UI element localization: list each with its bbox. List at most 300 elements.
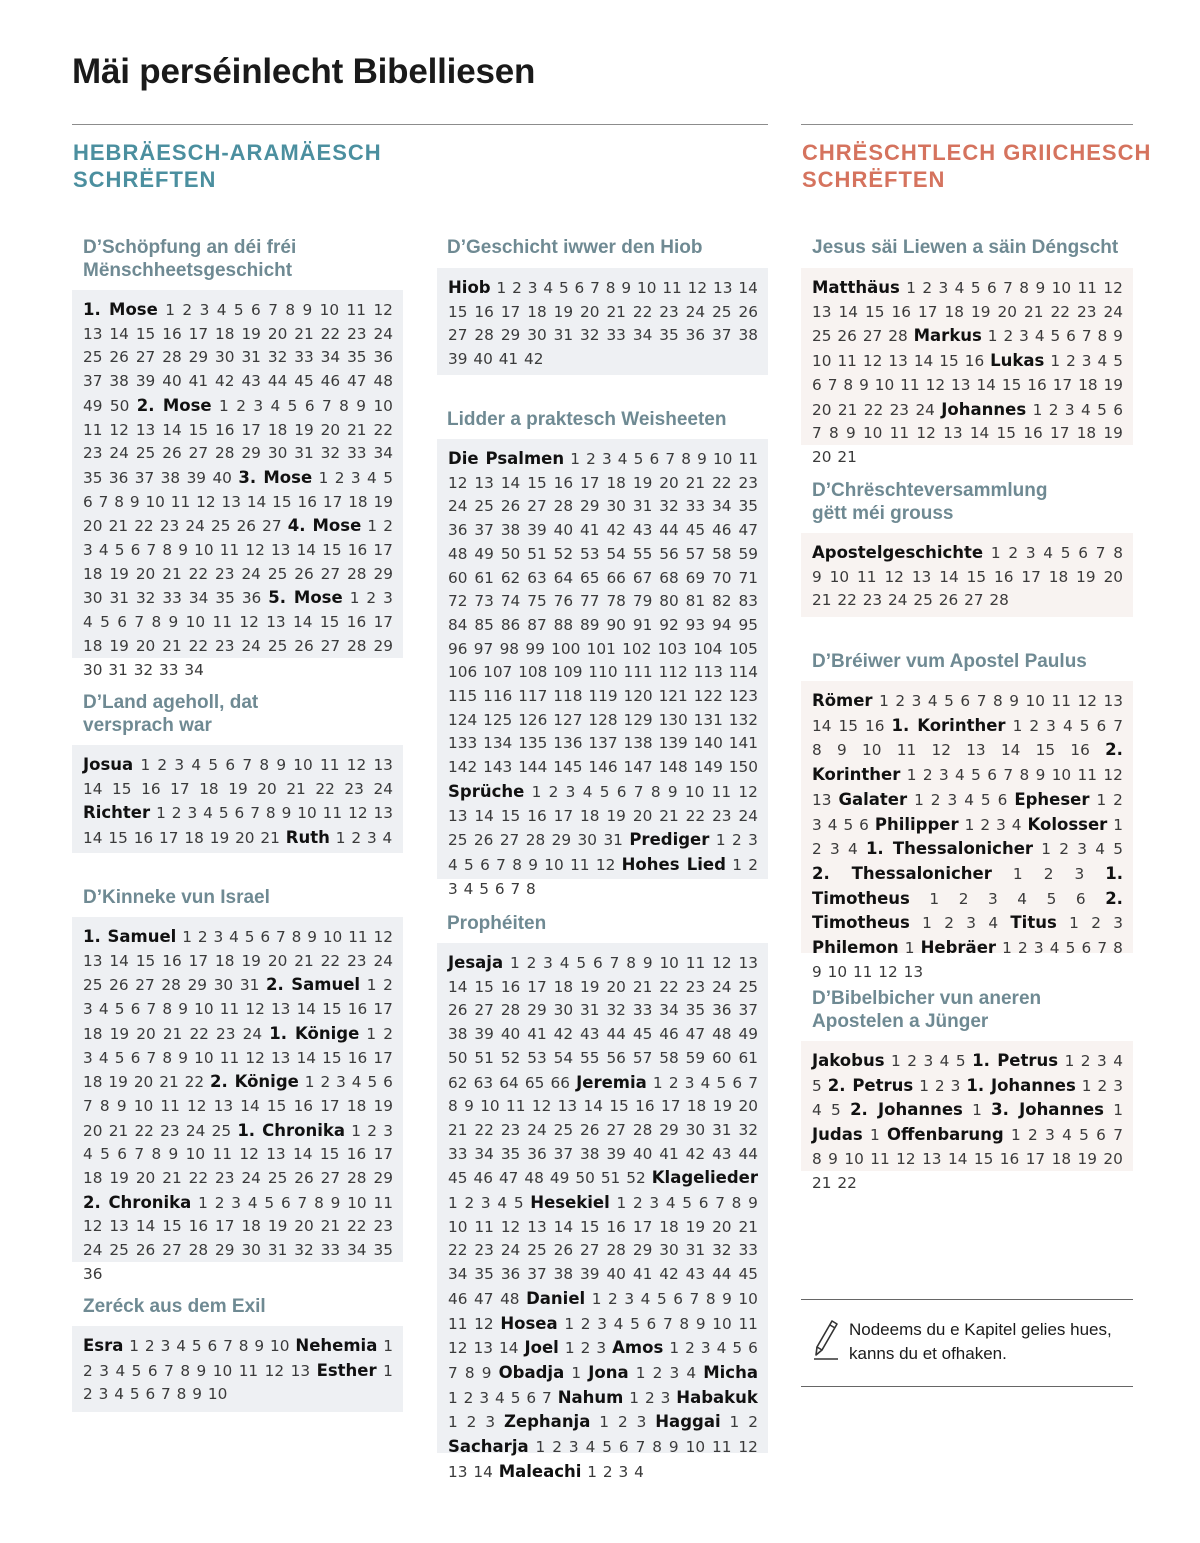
chapter-number[interactable]: 16 xyxy=(994,567,1014,586)
chapter-number[interactable]: 1 xyxy=(383,1337,393,1355)
chapter-number[interactable]: 8 xyxy=(992,692,1003,710)
chapter-number[interactable]: 25 xyxy=(738,977,758,996)
chapter-number[interactable]: 23 xyxy=(215,1169,235,1188)
chapter-number[interactable]: 18 xyxy=(606,473,626,492)
chapter-number[interactable]: 37 xyxy=(553,1144,574,1163)
chapter-number[interactable]: 4 xyxy=(700,1073,711,1092)
chapter-number[interactable]: 14 xyxy=(109,951,129,970)
chapter-number[interactable]: 45 xyxy=(685,521,706,540)
chapter-number[interactable]: 5 xyxy=(716,1073,727,1092)
chapter-number[interactable]: 9 xyxy=(281,804,292,823)
chapter-number[interactable]: 4 xyxy=(640,1289,651,1308)
chapter-number[interactable]: 14 xyxy=(246,492,267,511)
chapter-number[interactable]: 20 xyxy=(235,829,255,848)
chapter-number[interactable]: 3 xyxy=(480,1194,491,1213)
chapter-number[interactable]: 4 xyxy=(229,928,239,946)
chapter-number[interactable]: 13 xyxy=(812,790,832,809)
chapter-number[interactable]: 19 xyxy=(553,302,574,321)
chapter-number[interactable]: 3 xyxy=(829,840,840,859)
chapter-number[interactable]: 31 xyxy=(109,589,129,608)
chapter-number[interactable]: 6 xyxy=(859,815,869,834)
chapter-number[interactable]: 19 xyxy=(294,420,314,439)
chapter-number[interactable]: 6 xyxy=(574,279,585,297)
chapter-number[interactable]: 2 xyxy=(463,1388,474,1407)
chapter-number[interactable]: 5 xyxy=(129,1385,140,1404)
chapter-number[interactable]: 19 xyxy=(109,1024,130,1043)
chapter-number[interactable]: 13 xyxy=(1103,692,1123,710)
chapter-number[interactable]: 5 xyxy=(100,613,110,632)
chapter-number[interactable]: 6 xyxy=(526,1388,537,1407)
chapter-number[interactable]: 64 xyxy=(553,568,574,587)
chapter-number[interactable]: 32 xyxy=(294,1241,314,1260)
chapter-number[interactable]: 5 xyxy=(630,1314,640,1333)
chapter-number[interactable]: 25 xyxy=(448,831,468,850)
chapter-number[interactable]: 6 xyxy=(1096,1126,1106,1145)
chapter-number[interactable]: 147 xyxy=(623,758,653,777)
chapter-number[interactable]: 7 xyxy=(1097,939,1108,958)
chapter-number[interactable]: 13 xyxy=(911,567,932,586)
chapter-number[interactable]: 3 xyxy=(1045,1126,1055,1145)
chapter-number[interactable]: 13 xyxy=(83,324,103,343)
chapter-number[interactable]: 146 xyxy=(588,758,618,777)
chapter-number[interactable]: 16 xyxy=(635,1097,655,1116)
chapter-number[interactable]: 139 xyxy=(658,734,688,753)
chapter-number[interactable]: 4 xyxy=(463,879,474,898)
chapter-number[interactable]: 7 xyxy=(164,1361,174,1380)
chapter-number[interactable]: 29 xyxy=(632,1241,653,1260)
chapter-number[interactable]: 17 xyxy=(527,977,547,996)
chapter-number[interactable]: 10 xyxy=(659,954,679,972)
chapter-number[interactable]: 10 xyxy=(1051,279,1072,297)
chapter-number[interactable]: 4 xyxy=(716,1339,727,1358)
chapter-number[interactable]: 5 xyxy=(131,1361,142,1380)
chapter-number[interactable]: 39 xyxy=(474,1025,494,1044)
chapter-number[interactable]: 50 xyxy=(448,1048,468,1067)
chapter-number[interactable]: 2 xyxy=(586,450,596,468)
chapter-number[interactable]: 5 xyxy=(367,1073,378,1092)
chapter-number[interactable]: 61 xyxy=(474,568,494,587)
chapter-number[interactable]: 76 xyxy=(553,592,574,611)
chapter-number[interactable]: 11 xyxy=(738,450,759,468)
chapter-number[interactable]: 10 xyxy=(862,741,882,760)
chapter-number[interactable]: 22 xyxy=(712,473,732,492)
chapter-number[interactable]: 30 xyxy=(213,976,234,995)
chapter-number[interactable]: 5 xyxy=(233,301,244,319)
chapter-number[interactable]: 33 xyxy=(347,444,367,463)
chapter-number[interactable]: 9 xyxy=(302,301,313,319)
chapter-number[interactable]: 33 xyxy=(448,1144,468,1163)
chapter-number[interactable]: 96 xyxy=(448,639,468,658)
chapter-number[interactable]: 12 xyxy=(448,473,468,492)
chapter-number[interactable]: 30 xyxy=(553,1001,574,1020)
chapter-number[interactable]: 1 xyxy=(570,450,580,468)
chapter-number[interactable]: 1 xyxy=(496,279,507,297)
chapter-number[interactable]: 10 xyxy=(347,1193,367,1212)
chapter-number[interactable]: 13 xyxy=(903,962,924,981)
chapter-number[interactable]: 12 xyxy=(83,1217,103,1236)
chapter-number[interactable]: 14 xyxy=(240,1096,260,1115)
chapter-number[interactable]: 12 xyxy=(373,301,393,319)
chapter-number[interactable]: 11 xyxy=(889,424,910,443)
chapter-number[interactable]: 17 xyxy=(159,829,179,848)
chapter-number[interactable]: 24 xyxy=(915,400,935,419)
chapter-number[interactable]: 24 xyxy=(500,1241,521,1260)
chapter-number[interactable]: 1 xyxy=(182,928,192,946)
chapter-number[interactable]: 8 xyxy=(512,855,522,874)
chapter-number[interactable]: 33 xyxy=(159,660,179,679)
chapter-number[interactable]: 66 xyxy=(550,1073,570,1092)
chapter-number[interactable]: 21 xyxy=(162,1024,183,1043)
chapter-number[interactable]: 2 xyxy=(907,1052,917,1070)
chapter-number[interactable]: 1 xyxy=(304,1073,315,1092)
chapter-number[interactable]: 3 xyxy=(1019,327,1029,346)
chapter-number[interactable]: 10 xyxy=(844,1149,864,1168)
chapter-number[interactable]: 6 xyxy=(1075,889,1086,908)
chapter-number[interactable]: 3 xyxy=(923,1052,934,1070)
chapter-number[interactable]: 1 xyxy=(1113,815,1124,834)
chapter-number[interactable]: 17 xyxy=(373,1048,393,1067)
chapter-number[interactable]: 24 xyxy=(83,1241,103,1260)
chapter-number[interactable]: 2 xyxy=(552,1438,562,1457)
chapter-number[interactable]: 6 xyxy=(225,756,236,774)
chapter-number[interactable]: 38 xyxy=(580,1144,600,1163)
chapter-number[interactable]: 7 xyxy=(83,1096,93,1115)
chapter-number[interactable]: 12 xyxy=(245,541,265,560)
chapter-number[interactable]: 25 xyxy=(211,1121,232,1140)
chapter-number[interactable]: 23 xyxy=(216,1024,236,1043)
chapter-number[interactable]: 4 xyxy=(954,279,965,297)
chapter-number[interactable]: 70 xyxy=(712,568,732,587)
chapter-number[interactable]: 1 xyxy=(729,1413,740,1432)
chapter-number[interactable]: 5 xyxy=(191,1337,202,1355)
chapter-number[interactable]: 16 xyxy=(297,492,317,511)
chapter-number[interactable]: 1 xyxy=(669,1339,680,1358)
chapter-number[interactable]: 1 xyxy=(448,1194,458,1213)
chapter-number[interactable]: 22 xyxy=(863,400,884,419)
chapter-number[interactable]: 25 xyxy=(83,348,103,367)
chapter-number[interactable]: 17 xyxy=(1052,375,1073,394)
chapter-number[interactable]: 37 xyxy=(712,326,732,345)
chapter-number[interactable]: 48 xyxy=(448,544,468,563)
chapter-number[interactable]: 8 xyxy=(238,1337,249,1355)
chapter-number[interactable]: 9 xyxy=(697,450,707,468)
chapter-number[interactable]: 15 xyxy=(966,567,987,586)
chapter-number[interactable]: 23 xyxy=(685,977,706,996)
chapter-number[interactable]: 122 xyxy=(693,687,723,706)
chapter-number[interactable]: 88 xyxy=(553,615,574,634)
chapter-number[interactable]: 61 xyxy=(738,1048,758,1067)
chapter-number[interactable]: 21 xyxy=(320,1217,341,1236)
chapter-number[interactable]: 3 xyxy=(99,1361,109,1380)
chapter-number[interactable]: 1 xyxy=(1012,864,1023,883)
chapter-number[interactable]: 18 xyxy=(1051,1149,1072,1168)
chapter-number[interactable]: 9 xyxy=(178,1048,188,1067)
chapter-number[interactable]: 4 xyxy=(382,829,393,848)
chapter-number[interactable]: 20 xyxy=(659,473,679,492)
chapter-number[interactable]: 25 xyxy=(267,564,288,583)
chapter-number[interactable]: 21 xyxy=(1024,302,1044,321)
chapter-number[interactable]: 116 xyxy=(483,687,513,706)
chapter-number[interactable]: 6 xyxy=(1078,544,1088,562)
chapter-number[interactable]: 9 xyxy=(178,541,188,560)
chapter-number[interactable]: 14 xyxy=(296,1000,317,1019)
chapter-number[interactable]: 16 xyxy=(347,1000,368,1019)
chapter-number[interactable]: 19 xyxy=(971,302,991,321)
chapter-number[interactable]: 4 xyxy=(203,804,213,823)
chapter-number[interactable]: 1 xyxy=(972,1101,982,1120)
chapter-number[interactable]: 8 xyxy=(1113,544,1123,562)
chapter-number[interactable]: 19 xyxy=(606,806,626,825)
chapter-number[interactable]: 25 xyxy=(109,1241,129,1260)
chapter-number[interactable]: 2 xyxy=(580,1314,591,1333)
chapter-number[interactable]: 7 xyxy=(542,1388,552,1407)
chapter-number[interactable]: 12 xyxy=(348,804,368,823)
chapter-number[interactable]: 14 xyxy=(838,302,858,321)
chapter-number[interactable]: 47 xyxy=(474,1289,494,1308)
chapter-number[interactable]: 10 xyxy=(874,375,895,394)
chapter-number[interactable]: 4 xyxy=(927,692,938,710)
chapter-number[interactable]: 5 xyxy=(218,804,229,823)
chapter-number[interactable]: 25 xyxy=(474,497,494,516)
chapter-number[interactable]: 12 xyxy=(239,1145,259,1164)
chapter-number[interactable]: 1 xyxy=(1041,840,1052,859)
chapter-number[interactable]: 26 xyxy=(553,1241,574,1260)
chapter-number[interactable]: 5 xyxy=(576,954,587,972)
chapter-number[interactable]: 17 xyxy=(215,1217,235,1236)
chapter-number[interactable]: 65 xyxy=(580,568,600,587)
chapter-number[interactable]: 13 xyxy=(738,954,758,972)
chapter-number[interactable]: 5 xyxy=(944,692,954,710)
chapter-number[interactable]: 9 xyxy=(168,1145,179,1164)
chapter-number[interactable]: 7 xyxy=(1081,327,1092,346)
chapter-number[interactable]: 72 xyxy=(448,592,468,611)
chapter-number[interactable]: 10 xyxy=(812,352,832,371)
chapter-number[interactable]: 6 xyxy=(304,396,315,415)
chapter-number[interactable]: 2 xyxy=(383,517,393,536)
chapter-number[interactable]: 1 xyxy=(1011,1126,1021,1145)
chapter-number[interactable]: 13 xyxy=(109,1217,129,1236)
chapter-number[interactable]: 3 xyxy=(1081,352,1092,371)
chapter-number[interactable]: 25 xyxy=(267,636,288,655)
chapter-number[interactable]: 22 xyxy=(189,1024,209,1043)
chapter-number[interactable]: 149 xyxy=(693,758,723,777)
chapter-number[interactable]: 128 xyxy=(588,710,618,729)
chapter-number[interactable]: 15 xyxy=(162,1217,182,1236)
chapter-number[interactable]: 12 xyxy=(884,567,904,586)
chapter-number[interactable]: 14 xyxy=(448,977,468,996)
chapter-number[interactable]: 28 xyxy=(215,444,235,463)
chapter-number[interactable]: 4 xyxy=(1097,352,1108,371)
chapter-number[interactable]: 14 xyxy=(293,1145,313,1164)
chapter-number[interactable]: 7 xyxy=(146,1048,157,1067)
chapter-number[interactable]: 8 xyxy=(151,1145,162,1164)
chapter-number[interactable]: 8 xyxy=(828,424,839,443)
chapter-number[interactable]: 47 xyxy=(347,372,367,391)
chapter-number[interactable]: 3 xyxy=(336,1073,346,1092)
chapter-number[interactable]: 22 xyxy=(320,951,341,970)
chapter-number[interactable]: 1 xyxy=(587,1462,598,1481)
chapter-number[interactable]: 42 xyxy=(215,372,235,391)
chapter-number[interactable]: 21 xyxy=(260,829,280,848)
chapter-number[interactable]: 8 xyxy=(1113,939,1123,958)
chapter-number[interactable]: 3 xyxy=(1113,914,1123,933)
chapter-number[interactable]: 17 xyxy=(170,779,190,798)
chapter-number[interactable]: 8 xyxy=(180,1361,191,1380)
chapter-number[interactable]: 1 xyxy=(906,279,916,297)
chapter-number[interactable]: 13 xyxy=(83,951,103,970)
chapter-number[interactable]: 2 xyxy=(171,804,182,823)
chapter-number[interactable]: 3 xyxy=(911,692,922,710)
chapter-number[interactable]: 52 xyxy=(626,1169,646,1188)
chapter-number[interactable]: 2 xyxy=(748,1413,758,1432)
chapter-number[interactable]: 4 xyxy=(827,815,838,834)
chapter-number[interactable]: 35 xyxy=(659,326,679,345)
chapter-number[interactable]: 6 xyxy=(698,1194,709,1213)
chapter-number[interactable]: 4 xyxy=(83,613,93,632)
chapter-number[interactable]: 31 xyxy=(603,831,623,850)
chapter-number[interactable]: 69 xyxy=(685,568,706,587)
chapter-number[interactable]: 27 xyxy=(862,327,883,346)
chapter-number[interactable]: 39 xyxy=(606,1144,626,1163)
chapter-number[interactable]: 3 xyxy=(1033,939,1044,958)
chapter-number[interactable]: 27 xyxy=(188,444,209,463)
chapter-number[interactable]: 42 xyxy=(659,1265,679,1284)
chapter-number[interactable]: 22 xyxy=(632,302,653,321)
chapter-number[interactable]: 41 xyxy=(659,1144,679,1163)
chapter-number[interactable]: 2 xyxy=(367,1121,377,1140)
chapter-number[interactable]: 26 xyxy=(294,564,314,583)
chapter-number[interactable]: 143 xyxy=(483,758,513,777)
chapter-number[interactable]: 51 xyxy=(600,1169,621,1188)
chapter-number[interactable]: 9 xyxy=(464,1097,474,1116)
chapter-number[interactable]: 33 xyxy=(606,326,626,345)
chapter-number[interactable]: 2 xyxy=(366,589,377,608)
chapter-number[interactable]: 2 xyxy=(197,928,208,946)
chapter-number[interactable]: 24 xyxy=(109,444,129,463)
chapter-number[interactable]: 55 xyxy=(580,1048,600,1067)
chapter-number[interactable]: 11 xyxy=(170,492,191,511)
chapter-number[interactable]: 2 xyxy=(731,831,742,850)
chapter-number[interactable]: 129 xyxy=(623,710,653,729)
chapter-number[interactable]: 6 xyxy=(117,613,127,632)
chapter-number[interactable]: 45 xyxy=(632,1025,653,1044)
chapter-number[interactable]: 10 xyxy=(684,782,705,801)
chapter-number[interactable]: 7 xyxy=(275,928,286,946)
chapter-number[interactable]: 4 xyxy=(1095,840,1105,859)
chapter-number[interactable]: 3 xyxy=(160,1337,171,1355)
chapter-number[interactable]: 2 xyxy=(464,1194,475,1213)
chapter-number[interactable]: 19 xyxy=(1103,424,1123,443)
chapter-number[interactable]: 13 xyxy=(221,492,241,511)
chapter-number[interactable]: 100 xyxy=(551,639,581,658)
chapter-number[interactable]: 3 xyxy=(684,1073,695,1092)
chapter-number[interactable]: 35 xyxy=(738,497,758,516)
chapter-number[interactable]: 110 xyxy=(588,663,618,682)
chapter-number[interactable]: 3 xyxy=(618,1462,629,1481)
chapter-number[interactable]: 6 xyxy=(130,1000,141,1019)
chapter-number[interactable]: 3 xyxy=(527,279,538,297)
chapter-number[interactable]: 4 xyxy=(83,1145,93,1164)
chapter-number[interactable]: 9 xyxy=(828,1149,838,1168)
chapter-number[interactable]: 18 xyxy=(215,324,235,343)
chapter-number[interactable]: 18 xyxy=(580,806,600,825)
chapter-number[interactable]: 7 xyxy=(1095,544,1106,562)
chapter-number[interactable]: 20 xyxy=(136,1024,156,1043)
chapter-number[interactable]: 8 xyxy=(1019,766,1030,785)
chapter-number[interactable]: 15 xyxy=(272,492,292,511)
chapter-number[interactable]: 4 xyxy=(115,1361,126,1380)
chapter-number[interactable]: 144 xyxy=(518,758,548,777)
chapter-number[interactable]: 2 xyxy=(236,396,246,415)
chapter-number[interactable]: 12 xyxy=(109,420,129,439)
chapter-number[interactable]: 5 xyxy=(244,928,255,946)
chapter-number[interactable]: 17 xyxy=(1049,424,1070,443)
chapter-number[interactable]: 11 xyxy=(1077,279,1097,297)
chapter-number[interactable]: 19 xyxy=(373,1096,393,1115)
chapter-number[interactable]: 8 xyxy=(339,396,349,415)
chapter-number[interactable]: 3 xyxy=(1074,864,1085,883)
chapter-number[interactable]: 12 xyxy=(595,855,616,874)
chapter-number[interactable]: 23 xyxy=(500,1120,521,1139)
chapter-number[interactable]: 8 xyxy=(176,1385,187,1404)
chapter-number[interactable]: 137 xyxy=(588,734,618,753)
chapter-number[interactable]: 39 xyxy=(135,372,156,391)
chapter-number[interactable]: 6 xyxy=(732,1073,743,1092)
chapter-number[interactable]: 27 xyxy=(135,976,155,995)
chapter-number[interactable]: 8 xyxy=(626,954,636,972)
chapter-number[interactable]: 16 xyxy=(999,1149,1020,1168)
chapter-number[interactable]: 1 xyxy=(1002,939,1012,958)
chapter-number[interactable]: 23 xyxy=(347,951,367,970)
chapter-number[interactable]: 13 xyxy=(373,756,393,774)
chapter-number[interactable]: 13 xyxy=(135,420,156,439)
chapter-number[interactable]: 1 xyxy=(349,589,360,608)
chapter-number[interactable]: 26 xyxy=(236,517,257,536)
chapter-number[interactable]: 3 xyxy=(565,782,576,801)
chapter-number[interactable]: 36 xyxy=(685,326,706,345)
chapter-number[interactable]: 65 xyxy=(524,1073,545,1092)
chapter-number[interactable]: 25 xyxy=(527,1241,547,1260)
chapter-number[interactable]: 31 xyxy=(241,348,261,367)
chapter-number[interactable]: 55 xyxy=(632,544,653,563)
chapter-number[interactable]: 3 xyxy=(1025,544,1036,562)
chapter-number[interactable]: 1 xyxy=(990,544,1001,562)
chapter-number[interactable]: 7 xyxy=(1003,279,1013,297)
chapter-number[interactable]: 10 xyxy=(862,424,883,443)
chapter-number[interactable]: 11 xyxy=(896,741,917,760)
chapter-number[interactable]: 12 xyxy=(239,613,259,632)
chapter-number[interactable]: 13 xyxy=(270,541,291,560)
chapter-number[interactable]: 2 xyxy=(644,1388,655,1407)
chapter-number[interactable]: 2 xyxy=(685,1339,695,1358)
chapter-number[interactable]: 14 xyxy=(293,613,313,632)
chapter-number[interactable]: 39 xyxy=(186,468,207,487)
chapter-number[interactable]: 29 xyxy=(215,1241,235,1260)
chapter-number[interactable]: 29 xyxy=(241,444,261,463)
chapter-number[interactable]: 30 xyxy=(241,1241,261,1260)
chapter-number[interactable]: 2 xyxy=(383,1024,394,1043)
chapter-number[interactable]: 4 xyxy=(665,1194,676,1213)
chapter-number[interactable]: 9 xyxy=(1035,766,1046,785)
chapter-number[interactable]: 20 xyxy=(320,420,341,439)
chapter-number[interactable]: 14 xyxy=(474,806,494,825)
chapter-number[interactable]: 14 xyxy=(499,1339,519,1358)
chapter-number[interactable]: 14 xyxy=(913,352,934,371)
chapter-number[interactable]: 21 xyxy=(685,473,706,492)
chapter-number[interactable]: 43 xyxy=(685,1265,706,1284)
chapter-number[interactable]: 33 xyxy=(162,589,182,608)
chapter-number[interactable]: 1 xyxy=(366,1024,377,1043)
